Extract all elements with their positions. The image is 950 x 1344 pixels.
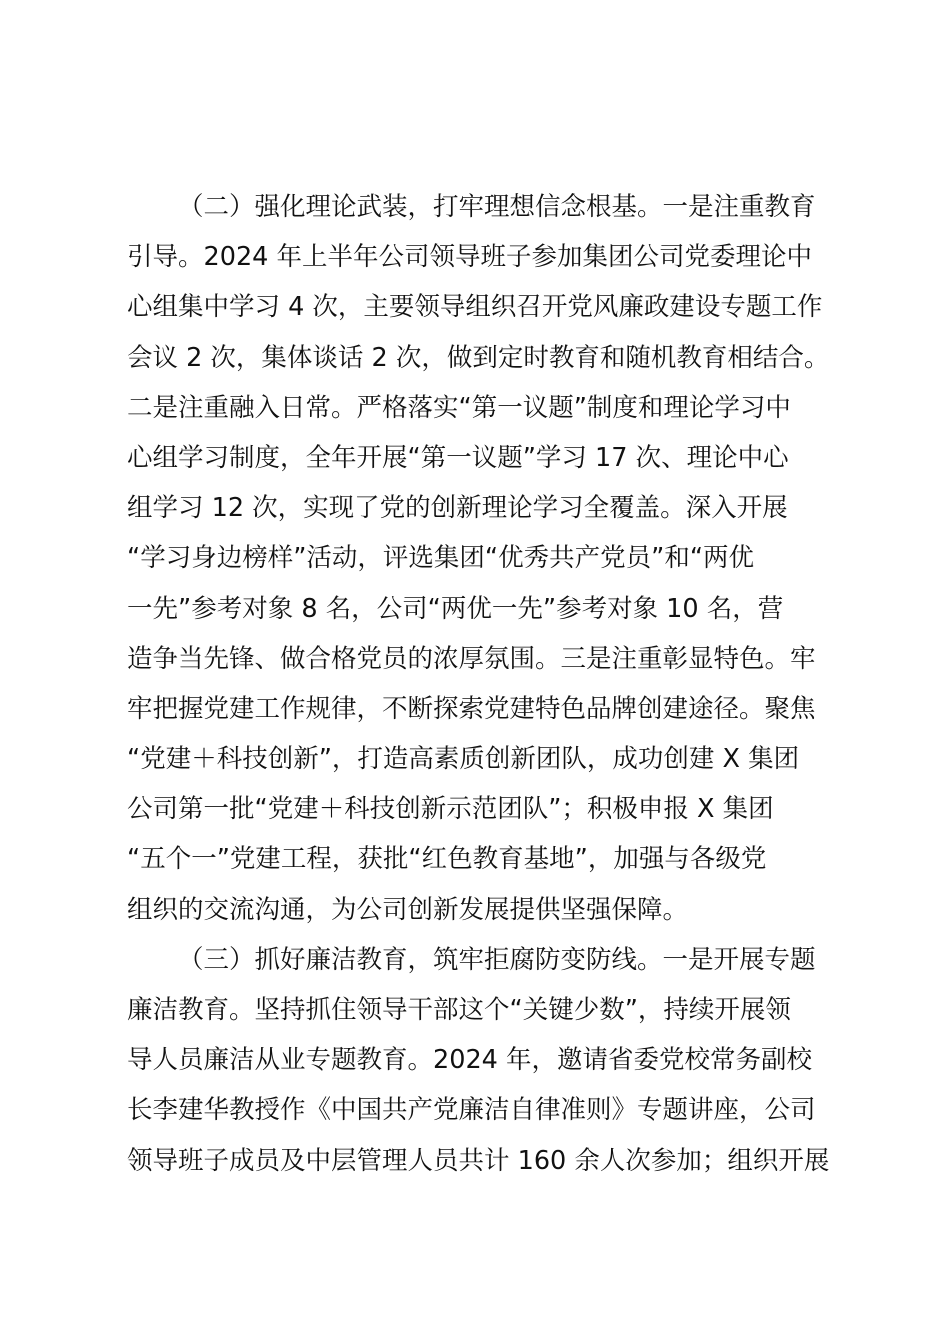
paragraph-2-line-8: “学习身边榜样”活动，评选集团“优秀共产党员”和“两优 bbox=[127, 543, 755, 574]
paragraph-3-line-2: 廉洁教育。坚持抓住领导干部这个“关键少数”，持续开展领 bbox=[127, 995, 791, 1025]
paragraph-2-line-6: 心组学习制度，全年开展“第一议题”学习 17 次、理论中心 bbox=[127, 442, 789, 473]
document-body bbox=[127, 182, 835, 1186]
paragraph-2-line-1: （二）强化理论武装，打牢理想信念根基。一是注重教育 bbox=[178, 192, 816, 222]
paragraph-2-line-11: 牢把握党建工作规律，不断探索党建特色品牌创建途径。聚焦 bbox=[127, 693, 816, 724]
paragraph-3-line-3: 导人员廉洁从业专题教育。2024 年，邀请省委党校常务副校 bbox=[127, 1045, 813, 1076]
paragraph-2-line-15: 组织的交流沟通，为公司创新发展提供坚强保障。 bbox=[127, 894, 689, 925]
paragraph-3-line-4: 长李建华教授作《中国共产党廉洁自律准则》专题讲座，公司 bbox=[127, 1095, 816, 1126]
paragraph-2-line-2: 引导。2024 年上半年公司领导班子参加集团公司党委理论中 bbox=[127, 242, 813, 273]
paragraph-2-line-13: 公司第一批“党建＋科技创新示范团队”；积极申报 X 集团 bbox=[127, 794, 774, 825]
paragraph-2-line-4: 会议 2 次，集体谈话 2 次，做到定时教育和随机教育相结合。 bbox=[127, 342, 830, 373]
paragraph-2-line-10: 造争当先锋、做合格党员的浓厚氛围。三是注重彰显特色。牢 bbox=[127, 643, 816, 674]
paragraph-2-line-14: “五个一”党建工程，获批“红色教育基地”，加强与各级党 bbox=[127, 844, 767, 875]
paragraph-2-line-9: 一先”参考对象 8 名，公司“两优一先”参考对象 10 名，营 bbox=[127, 593, 784, 624]
paragraph-2-line-12: “党建＋科技创新”，打造高素质创新团队，成功创建 X 集团 bbox=[127, 744, 800, 775]
paragraph-2-line-7: 组学习 12 次，实现了党的创新理论学习全覆盖。深入开展 bbox=[127, 493, 788, 524]
paragraph-3-line-1: （三）抓好廉洁教育，筑牢拒腐防变防线。一是开展专题 bbox=[178, 944, 816, 975]
paragraph-2-line-5: 二是注重融入日常。严格落实“第一议题”制度和理论学习中 bbox=[127, 392, 791, 423]
paragraph-3-line-5: 领导班子成员及中层管理人员共计 160 余人次参加；组织开展 bbox=[127, 1145, 830, 1176]
paragraph-2-line-3: 心组集中学习 4 次，主要领导组织召开党风廉政建设专题工作 bbox=[127, 292, 823, 323]
